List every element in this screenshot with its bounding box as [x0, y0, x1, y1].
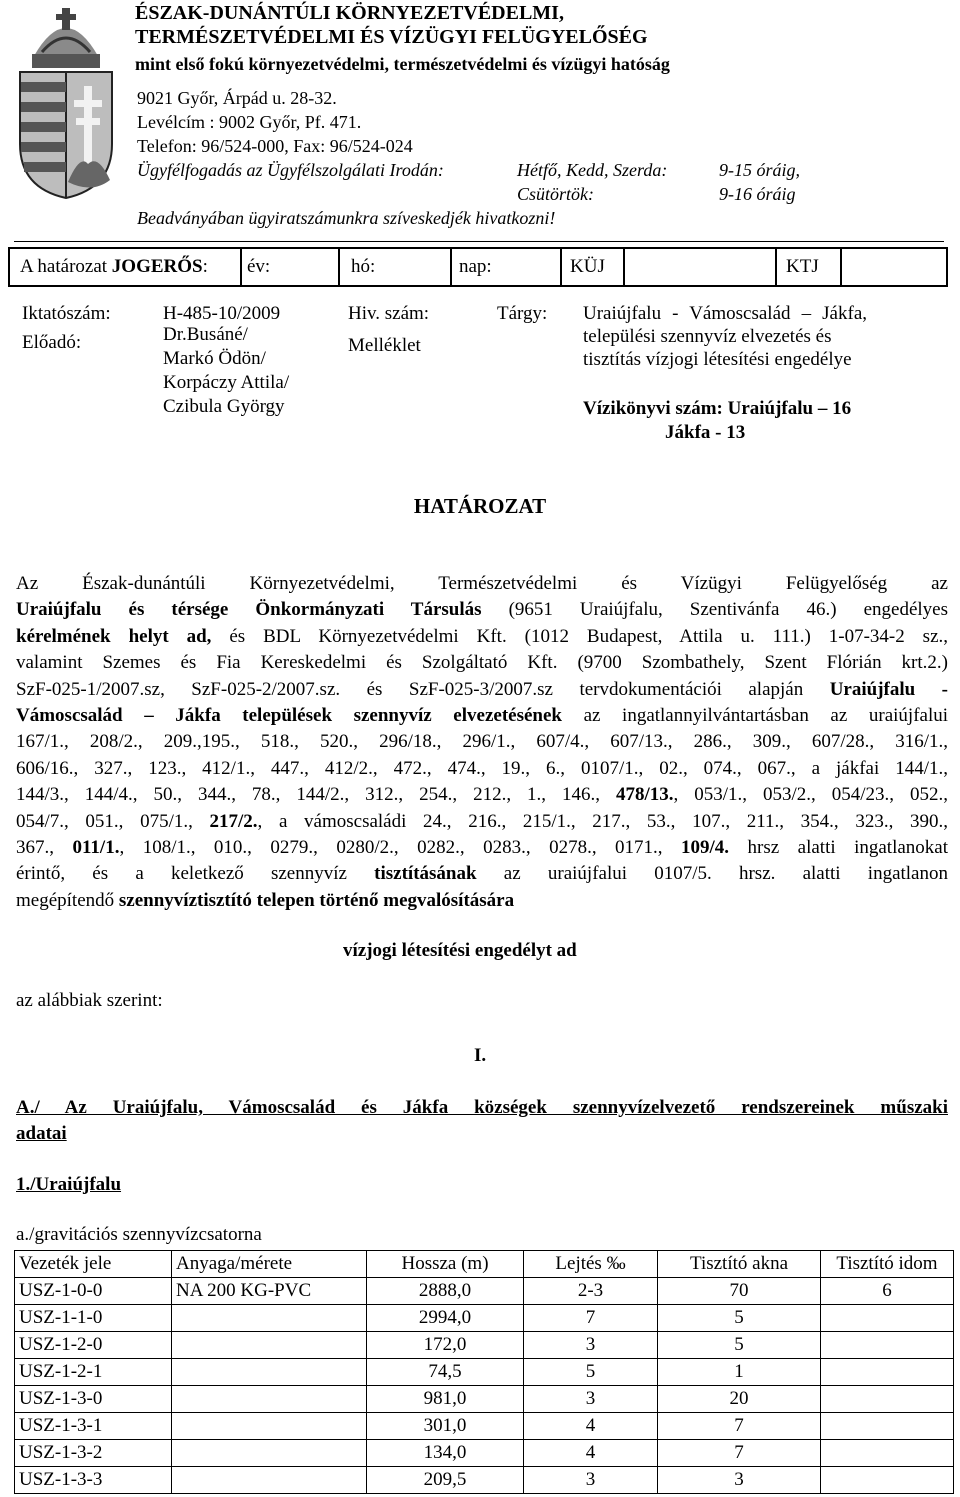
table-row: [15, 1305, 954, 1332]
iktatoszam-label: Iktatószám:: [22, 303, 111, 324]
divider: [560, 249, 562, 285]
divider: [840, 249, 842, 285]
table-cell: [172, 1413, 367, 1440]
table-cell: 7: [658, 1413, 821, 1440]
eloado-name-2: Markó Ödön/: [163, 348, 266, 369]
table-cell: [172, 1305, 367, 1332]
office-days-1: Hétfő, Kedd, Szerda:: [517, 160, 668, 180]
finality-month: hó:: [351, 256, 376, 277]
gravity-sewer-table: [14, 1250, 954, 1494]
table-cell: 7: [524, 1305, 658, 1332]
sub-a-heading: a./gravitációs szennyvízcsatorna: [16, 1224, 262, 1245]
mail-address: Levélcím : 9002 Győr, Pf. 471.: [137, 112, 362, 132]
divider: [623, 249, 625, 285]
table-cell: 20: [658, 1386, 821, 1413]
melleklet-label: Melléklet: [348, 335, 421, 356]
office-hours-label: Ügyfélfogadás az Ügyfélszolgálati Irodán:: [137, 160, 444, 180]
table-cell: 5: [658, 1305, 821, 1332]
table-cell: USZ-1-3-1: [15, 1413, 172, 1440]
finality-year: év:: [247, 256, 271, 277]
agency-address: 9021 Győr, Árpád u. 28-32.: [137, 88, 337, 108]
table-cell: USZ-1-2-1: [15, 1359, 172, 1386]
body-line: 606/16., 327., 123., 412/1., 447., 412/2., 472., 474., 19., 6., 0107/1., 02., 074., 067., a jákfai 144/1.,: [16, 757, 948, 779]
finality-day: nap:: [459, 256, 492, 277]
divider: [240, 249, 242, 285]
table-cell: [821, 1359, 954, 1386]
according-label: az alábbiak szerint:: [16, 990, 163, 1011]
divider: [450, 249, 452, 285]
table-row: [15, 1467, 954, 1494]
vizikonyvi-szam-1: Vízikönyvi szám: Uraiújfalu – 16: [583, 398, 852, 419]
agency-name-line1: ÉSZAK-DUNÁNTÚLI KÖRNYEZETVÉDELMI,: [135, 2, 564, 24]
vizikonyvi-szam-2: Jákfa - 13: [665, 422, 746, 443]
table-cell: [821, 1332, 954, 1359]
targy-label: Tárgy:: [497, 303, 548, 324]
eloado-name-4: Czibula György: [163, 396, 285, 417]
table-cell: [821, 1305, 954, 1332]
targy-line-1: Uraiújfalu - Vámoscsalád – Jákfa,: [583, 303, 867, 324]
body-line: kérelmének helyt ad, és BDL Környezetvédelmi Kft. (1012 Budapest, Attila u. 111.) 1-07-34-2 sz.,: [16, 625, 949, 647]
table-cell: [172, 1440, 367, 1467]
table-cell: 74,5: [367, 1359, 524, 1386]
table-cell: 70: [658, 1278, 821, 1305]
office-hours-2: 9-16 óráig: [719, 184, 796, 204]
body-line: valamint Szemes és Fia Kereskedelmi és Szolgáltató Kft. (9700 Szombathely, Szent Flórián krt.2.): [16, 652, 948, 674]
phone-fax: Telefon: 96/524-000, Fax: 96/524-024: [137, 136, 413, 156]
table-header-row: [15, 1251, 954, 1278]
eloado-name-3: Korpáczy Attila/: [163, 372, 290, 393]
col-header: Tisztító idom: [821, 1251, 954, 1278]
divider: [338, 249, 340, 285]
office-hours-1: 9-15 óráig,: [719, 160, 800, 180]
finality-label: A határozat JOGERŐS:: [20, 256, 208, 277]
targy-line-2: települési szennyvíz elvezetés és: [583, 326, 832, 347]
body-line: 167/1., 208/2., 209.,195., 518., 520., 296/18., 296/1., 607/4., 607/13., 286., 309., 607/28., 316/1.,: [16, 731, 948, 753]
body-line: Uraiújfalu és térsége Önkormányzati Társulás (9651 Uraiújfalu, Szentivánfa 46.) engedélyes: [16, 599, 948, 621]
table-cell: 3: [524, 1386, 658, 1413]
table-cell: 5: [658, 1332, 821, 1359]
table-cell: [821, 1386, 954, 1413]
table-cell: [821, 1413, 954, 1440]
permit-phrase: vízjogi létesítési engedélyt ad: [343, 940, 577, 961]
hungarian-coat-of-arms-icon: [12, 4, 120, 200]
finality-box: [8, 247, 948, 287]
table-row: [15, 1278, 954, 1305]
body-line: 367., 011/1., 108/1., 010., 0279., 0280/2., 0282., 0283., 0278., 0171., 109/4. hrsz alatti ingatlanokat: [16, 837, 949, 859]
table-cell: [172, 1359, 367, 1386]
iktatoszam-value: H-485-10/2009: [163, 303, 281, 324]
eloado-label: Előadó:: [22, 332, 82, 353]
table-cell: 3: [658, 1467, 821, 1494]
table-cell: 981,0: [367, 1386, 524, 1413]
table-row: [15, 1440, 954, 1467]
col-header: Hossza (m): [367, 1251, 524, 1278]
table-cell: 7: [658, 1440, 821, 1467]
table-cell: [172, 1332, 367, 1359]
table-cell: [821, 1467, 954, 1494]
body-line: Vámoscsalád – Jákfa települések szennyvíz elvezetésének az ingatlannyilvántartásban az uraiújfalui: [16, 705, 949, 727]
table-cell: [821, 1440, 954, 1467]
header-rule: [14, 241, 944, 242]
table-row: [15, 1413, 954, 1440]
table-cell: 2-3: [524, 1278, 658, 1305]
table-cell: USZ-1-3-2: [15, 1440, 172, 1467]
body-line: megépítendő szennyvíztisztító telepen történő megvalósítására: [16, 889, 515, 911]
table-row: [15, 1359, 954, 1386]
section-a-heading-line2: adatai: [16, 1123, 67, 1144]
body-line: érintő, és a keletkező szennyvíz tisztításának az uraiújfalui 0107/5. hrsz. alatti ingatlanon: [16, 863, 948, 885]
hiv-szam-label: Hiv. szám:: [348, 303, 430, 324]
table-cell: 172,0: [367, 1332, 524, 1359]
table-cell: 1: [658, 1359, 821, 1386]
table-cell: 3: [524, 1332, 658, 1359]
table-cell: 209,5: [367, 1467, 524, 1494]
table-cell: USZ-1-0-0: [15, 1278, 172, 1305]
table-row: [15, 1386, 954, 1413]
eloado-name-1: Dr.Busáné/: [163, 324, 248, 345]
table-cell: 4: [524, 1440, 658, 1467]
body-line: 144/3., 144/4., 50., 344., 78., 144/2., 312., 254., 212., 1., 146., 478/13., 053/1., 053/2., 054/23., 052.,: [16, 784, 948, 806]
table-cell: 301,0: [367, 1413, 524, 1440]
table-cell: 5: [524, 1359, 658, 1386]
table-cell: USZ-1-3-3: [15, 1467, 172, 1494]
table-cell: 4: [524, 1413, 658, 1440]
reference-note: Beadványában ügyiratszámunkra szíveskedjék hivatkozni!: [137, 208, 556, 228]
targy-line-3: tisztítás vízjogi létesítési engedélye: [583, 349, 852, 370]
subsection-heading: 1./Uraiújfalu: [16, 1174, 122, 1195]
body-line: Az Észak-dunántúli Környezetvédelmi, Természetvédelmi és Vízügyi Felügyelőség az: [16, 573, 948, 594]
table-cell: USZ-1-2-0: [15, 1332, 172, 1359]
divider: [775, 249, 777, 285]
table-cell: 134,0: [367, 1440, 524, 1467]
table-cell: 3: [524, 1467, 658, 1494]
table-cell: 6: [821, 1278, 954, 1305]
section-roman-numeral: I.: [474, 1045, 487, 1066]
table-cell: USZ-1-1-0: [15, 1305, 172, 1332]
table-cell: 2888,0: [367, 1278, 524, 1305]
col-header: Lejtés ‰: [524, 1251, 658, 1278]
body-line: 054/7., 051., 075/1., 217/2., a vámoscsaládi 24., 216., 215/1., 217., 53., 107., 211., 354., 323., 390.,: [16, 810, 948, 832]
ktj-label: KTJ: [786, 256, 819, 277]
agency-subtitle: mint első fokú környezetvédelmi, természetvédelmi és vízügyi hatóság: [135, 54, 670, 74]
table-cell: 2994,0: [367, 1305, 524, 1332]
document-title: HATÁROZAT: [413, 494, 547, 518]
col-header: Vezeték jele: [15, 1251, 172, 1278]
decision-body: [16, 571, 948, 914]
table-cell: [172, 1386, 367, 1413]
table-cell: USZ-1-3-0: [15, 1386, 172, 1413]
body-line: SzF-025-1/2007.sz, SzF-025-2/2007.sz. és SzF-025-3/2007.sz tervdokumentációi alapján Uraiújfalu -: [16, 678, 949, 700]
col-header: Anyaga/mérete: [172, 1251, 367, 1278]
office-days-2: Csütörtök:: [517, 184, 595, 204]
section-a-heading-line1: A./ Az Uraiújfalu, Vámoscsalád és Jákfa községek szennyvízelvezető rendszereinek műszaki: [16, 1097, 948, 1118]
kuj-label: KÜJ: [570, 256, 605, 277]
agency-name-line2: TERMÉSZETVÉDELMI ÉS VÍZÜGYI FELÜGYELŐSÉG: [135, 26, 648, 48]
table-cell: [172, 1467, 367, 1494]
col-header: Tisztító akna: [658, 1251, 821, 1278]
table-row: [15, 1332, 954, 1359]
table-cell: NA 200 KG-PVC: [172, 1278, 367, 1305]
